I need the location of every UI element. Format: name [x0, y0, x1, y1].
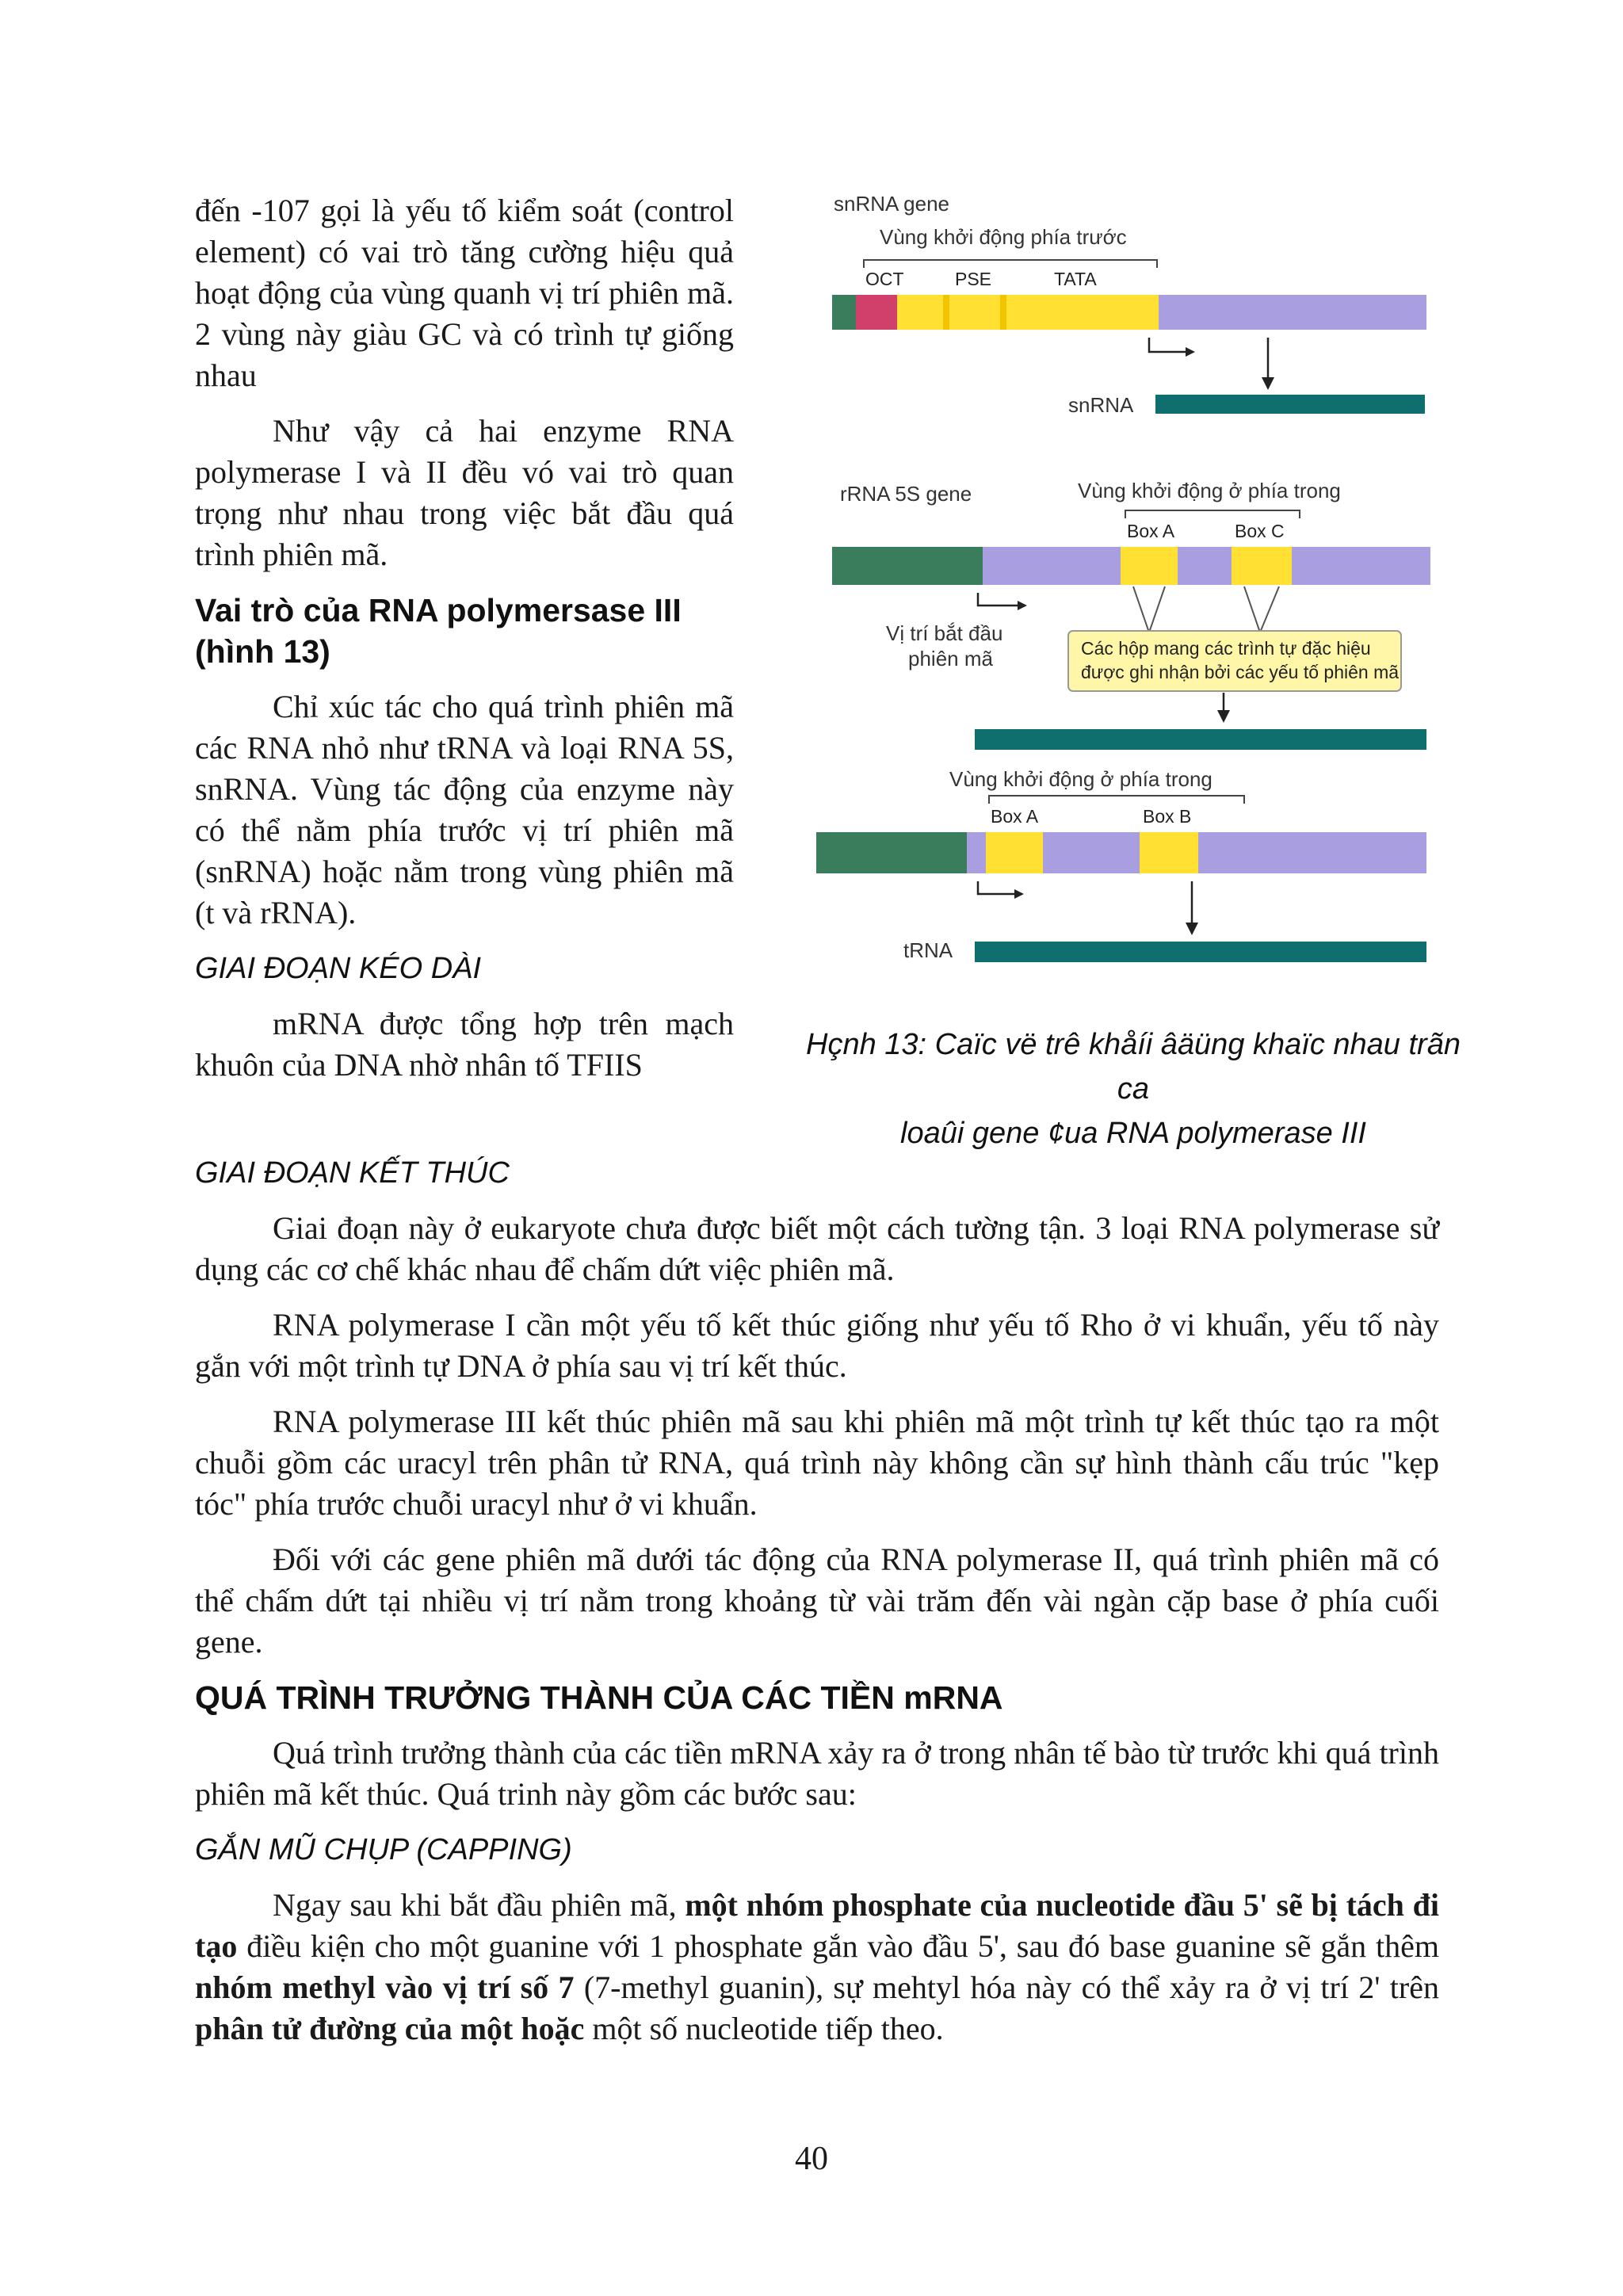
panel2-gene-label: rRNA 5S gene	[840, 482, 972, 506]
heading-capping: GẮN MŨ CHỤP (CAPPING)	[195, 1833, 572, 1866]
panel3-green-segment	[816, 832, 967, 873]
panel3-product-label: tRNA	[903, 938, 953, 962]
paragraph-control-element: đến -107 gọi là yếu tố kiểm soát (control element) có vai trò tăng cường hiệu quả hoạt động của vùng quanh vị trí phiên mã. 2 vùng này giàu GC và có trình tự giống nhau	[195, 193, 734, 393]
capping-text-e: (7-methyl guanin), sự mehtyl hóa này có thể xảy ra ở vị trí 2' trên	[574, 1969, 1439, 2005]
heading-maturation: QUÁ TRÌNH TRƯỞNG THÀNH CỦA CÁC TIỀN mRNA	[195, 1679, 1003, 1716]
paragraph-pol1-termination: RNA polymerase I cần một yếu tố kết thúc giống như yếu tố Rho ở vi khuẩn, yếu tố này gắn với một trình tự DNA ở phía sau vị trí kết thúc.	[195, 1307, 1439, 1384]
panel1-pse-label: PSE	[955, 269, 992, 289]
panel1-gene-label: snRNA gene	[834, 192, 949, 216]
panel1-promoter-box	[897, 295, 1159, 330]
panel2-boxa-label: Box A	[1127, 521, 1175, 541]
panel1-region-label: Vùng khởi động phía trước	[880, 225, 1127, 249]
heading-pol3-line1: Vai trò của RNA polymersase III	[195, 592, 682, 628]
panel1-tata-label: TATA	[1054, 269, 1097, 289]
panel3-bracket	[989, 796, 1244, 804]
panel1-oct-box	[856, 295, 897, 330]
paragraph-maturation: Quá trình trưởng thành của các tiền mRNA xảy ra ở trong nhân tế bào từ trước khi quá trình phiên mã kết thúc. Quá trinh này gồm các bước sau:	[195, 1735, 1439, 1812]
paragraph-termination-intro: Giai đoạn này ở eukaryote chưa được biết một cách tường tận. 3 loại RNA polymerase sử dụng các cơ chế khác nhau để chấm dứt việc phiên mã.	[195, 1210, 1439, 1287]
panel1-bracket	[864, 260, 1157, 268]
panel2-start-arrow	[978, 593, 1018, 606]
caption-line2: loaûi gene ¢ua RNA polymerase III	[900, 1117, 1366, 1150]
paragraph-elongation: mRNA được tổng hợp trên mạch khuôn của DNA nhờ nhân tố TFIIS	[195, 1006, 734, 1083]
paragraph-pol-comparison: Như vậy cả hai enzyme RNA polymerase I và II đều vó vai trò quan trọng như nhau trong việc bắt đầu quá trình phiên mã.	[195, 413, 734, 572]
panel2-start-label-line1: Vị trí bắt đầu	[886, 621, 1003, 645]
heading-pol3-role	[195, 590, 734, 672]
capping-bold-phosphate: một nhóm phosphate của nucleotide đầu 5' sẽ bị tách đi tạo	[195, 1887, 1439, 1964]
capping-bold-methyl: nhóm methyl vào vị trí số 7	[195, 1969, 575, 2005]
caption-line1: Hçnh 13: Caïc vë trê khåíi âäüng khaïc nhau trãn ca	[806, 1028, 1461, 1106]
panel3-rna-product	[975, 942, 1426, 962]
panel2-start-label-line2: phiên mã	[908, 647, 993, 670]
panel3-boxa	[986, 832, 1043, 873]
panel3-region-label: Vùng khởi động ở phía trong	[949, 767, 1212, 791]
paragraph-capping	[195, 1885, 1439, 2050]
paragraph-pol2-termination: Đối với các gene phiên mã dưới tác động của RNA polymerase II, quá trình phiên mã có thể chấm dứt tại nhiều vị trí nằm trong khoảng từ vài trăm đến vài ngàn cặp base ở phía cuối gene.	[195, 1541, 1439, 1660]
capping-text-g: một số nucleotide tiếp theo.	[584, 2011, 944, 2046]
capping-bold-sugar: phân tử đường của một hoặc	[195, 2011, 585, 2046]
panel1-oct-label: OCT	[865, 269, 904, 289]
panel3-boxb	[1140, 832, 1198, 873]
lower-section	[195, 1152, 1439, 2050]
promoter-diagram	[816, 182, 1450, 975]
figure-13	[816, 182, 1450, 975]
heading-termination: GIAI ĐOẠN KẾT THÚC	[195, 1156, 510, 1190]
panel2-region-label: Vùng khởi động ở phía trong	[1078, 479, 1341, 502]
panel2-callout-line2: được ghi nhận bởi các yếu tố phiên mã	[1081, 662, 1400, 682]
paragraph-pol3-termination: RNA polymerase III kết thúc phiên mã sau khi phiên mã một trình tự kết thúc tạo ra một chuỗi gồm các uracyl trên phân tử RNA, quá trình này không cần sự hình thành cấu trúc "kẹp tóc" phía trước chuỗi uracyl như ở vi khuẩn.	[195, 1404, 1439, 1522]
panel1-product-label: snRNA	[1068, 393, 1134, 417]
panel1-rna-product	[1155, 395, 1425, 414]
capping-text-c: điều kiện cho một guanine với 1 phosphate gắn vào đầu 5', sau đó base guanine sẽ gắn thêm	[237, 1928, 1439, 1964]
panel2-green-segment	[832, 547, 983, 585]
panel1-green-segment	[832, 295, 856, 330]
heading-pol3-line2: (hình 13)	[195, 633, 330, 670]
panel2-callout-line1: Các hộp mang các trình tự đặc hiệu	[1081, 638, 1371, 659]
panel3-boxa-label: Box A	[991, 806, 1039, 827]
panel3-boxb-label: Box B	[1143, 806, 1192, 827]
panel2-callout-pointers	[1133, 586, 1279, 632]
panel2-bracket	[1125, 510, 1300, 518]
panel2-boxa	[1121, 547, 1178, 585]
capping-text-a: Ngay sau khi bắt đầu phiên mã,	[273, 1887, 685, 1923]
paragraph-pol3-description: Chỉ xúc tác cho quá trình phiên mã các RNA nhỏ như tRNA và loại RNA 5S, snRNA. Vùng tác động của enzyme này có thể nằm phía trước vị trí phiên mã (snRNA) hoặc nằm trong vùng phiên mã (t và rRNA).	[195, 689, 734, 930]
heading-elongation: GIAI ĐOẠN KÉO DÀI	[195, 952, 482, 985]
panel3-start-arrow	[978, 881, 1014, 894]
figure-caption	[792, 1022, 1474, 1156]
panel2-boxc	[1232, 547, 1292, 585]
panel1-start-arrow	[1149, 338, 1186, 352]
left-column	[195, 190, 734, 1086]
page-number: 40	[795, 2141, 828, 2177]
panel2-boxc-label: Box C	[1235, 521, 1285, 541]
panel2-rna-product	[975, 729, 1426, 750]
